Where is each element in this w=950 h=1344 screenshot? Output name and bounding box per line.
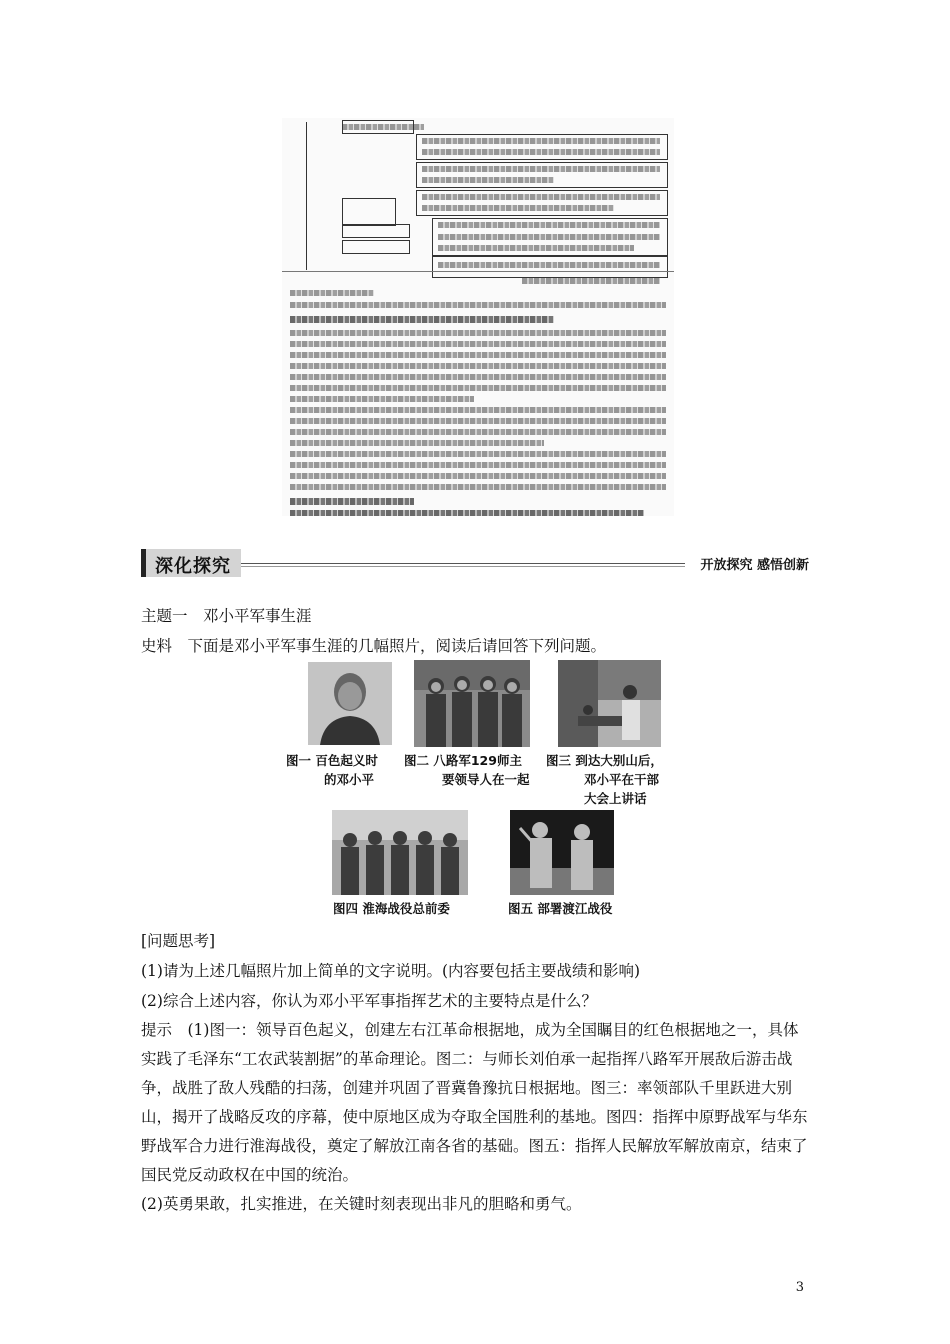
section-banner: [141, 549, 809, 577]
caption-line: 邓小平在干部: [584, 772, 660, 787]
caption-line: 的邓小平: [324, 772, 375, 787]
photo-5: [510, 810, 614, 895]
banner-rule: [241, 563, 685, 564]
question-2: (2)综合上述内容，你认为邓小平军事指挥艺术的主要特点是什么？: [141, 992, 597, 1010]
questions-heading: [问题思考]: [141, 932, 216, 950]
photo-1: [308, 662, 392, 745]
scanned-excerpt-image: [282, 118, 674, 516]
photo-2-caption: [404, 751, 530, 789]
photo-2: [414, 660, 530, 747]
topic-heading: 主题一 邓小平军事生涯: [141, 607, 312, 625]
photo-4-caption: [333, 899, 450, 918]
photo-3-caption: [546, 751, 663, 808]
caption-line: 大会上讲话: [584, 791, 647, 806]
section-banner-tab: [141, 549, 241, 577]
caption-line: 图三 到达大别山后，: [546, 753, 663, 768]
caption-line: 图五 部署渡江战役: [508, 901, 613, 916]
source-intro: 史料 下面是邓小平军事生涯的几幅照片，阅读后请回答下列问题。: [141, 637, 607, 655]
hint-paragraph: 提示 (1)图一：领导百色起义，创建左右江革命根据地，成为全国瞩目的红色根据地之一，具体实践了毛泽东“工农武装割据”的革命理论。图二：与师长刘伯承一起指挥八路军开展敌后游击战争，战胜了敌人残酷的扫荡，创建并巩固了晋冀鲁豫抗日根据地。图三：率领部队千里跃进大别山，揭开了战略反攻的序幕，使中原地区成为夺取全国胜利的基地。图四：指挥中原野战军与华东野战军合力进行淮海战役，奠定了解放江南各省的基础。图五：指挥人民解放军解放南京，结束了国民党反动政权在中国的统治。: [141, 1021, 808, 1184]
page-number: 3: [795, 1280, 804, 1295]
caption-line: 图一 百色起义时: [286, 753, 378, 768]
section-title: 深化探究: [155, 556, 231, 577]
caption-line: 要领导人在一起: [442, 772, 530, 787]
photo-5-caption: [508, 899, 612, 918]
answer-2: (2)英勇果敢，扎实推进，在关键时刻表现出非凡的胆略和勇气。: [141, 1195, 582, 1213]
section-subtitle: 开放探究 感悟创新: [700, 558, 809, 573]
caption-line: 图四 淮海战役总前委: [333, 901, 450, 916]
caption-line: 图二 八路军129师主: [404, 753, 522, 768]
question-1: (1)请为上述几幅照片加上简单的文字说明。(内容要包括主要战绩和影响): [141, 962, 641, 980]
photo-3: [558, 660, 661, 747]
photo-1-caption: [286, 751, 378, 789]
photo-4: [332, 810, 468, 895]
